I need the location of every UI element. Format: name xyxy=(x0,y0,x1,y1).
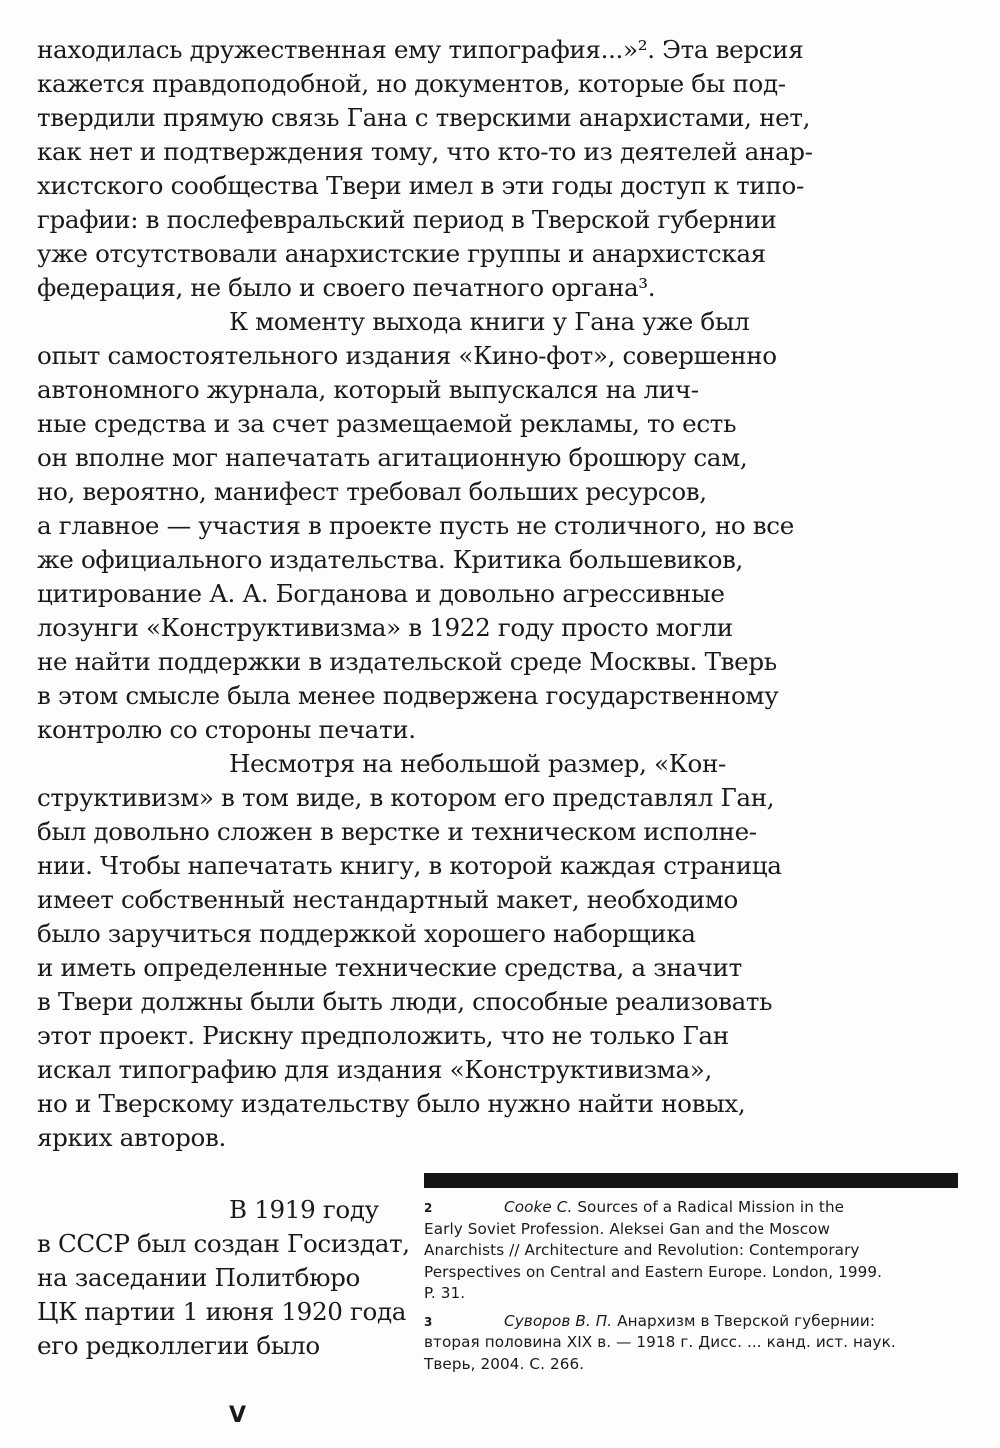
text-line: не найти поддержки в издательской среде Москвы. Тверь xyxy=(37,647,777,676)
text-line: ные средства и за счет размещаемой рекламы, то есть xyxy=(37,409,737,438)
text-line: в Твери должны были быть люди, способные реализовать xyxy=(37,987,773,1016)
text-line: нии. Чтобы напечатать книгу, в которой каждая страница xyxy=(37,851,782,880)
text-line: ЦК партии 1 июня 1920 года xyxy=(37,1297,407,1326)
text-line: но и Тверскому издательству было нужно найти новых, xyxy=(37,1089,746,1118)
footnote-line: вторая половина XIX в. — 1918 г. Дисс. ... канд. ист. наук. xyxy=(424,1333,896,1351)
footnote-author: Cooke C. xyxy=(504,1198,573,1216)
text-line: хистского сообщества Твери имел в эти годы доступ к типо- xyxy=(37,171,804,200)
text-line: его редколлегии было xyxy=(37,1331,320,1360)
text-line: находилась дружественная ему типография...»². Эта версия xyxy=(37,35,804,64)
text-line: имеет собственный нестандартный макет, необходимо xyxy=(37,885,739,914)
footnote-line: Тверь, 2004. С. 266. xyxy=(424,1354,585,1373)
text-line: было заручиться поддержкой хорошего наборщика xyxy=(37,919,696,948)
side-text-column xyxy=(37,1193,417,1363)
text-line: автономного журнала, который выпускался на лич- xyxy=(37,375,699,404)
footnote-title: Анархизм в Тверской губернии: xyxy=(612,1311,876,1330)
footnote-author: Суворов В. П. xyxy=(504,1311,613,1330)
text-line: он вполне мог напечатать агитационную брошюру сам, xyxy=(37,443,748,472)
footnote-number: 2 xyxy=(424,1201,433,1215)
main-text-column xyxy=(37,33,837,1155)
footnote-first-line xyxy=(424,1311,964,1333)
text-line: В 1919 году xyxy=(229,1195,379,1224)
text-line: графии: в послефевральский период в Тверской губернии xyxy=(37,205,777,234)
footnote-line: Early Soviet Profession. Aleksei Gan and the Moscow xyxy=(424,1219,831,1238)
text-line: был довольно сложен в верстке и техническом исполне- xyxy=(37,817,757,846)
footnote-number: 3 xyxy=(424,1314,433,1329)
text-line: в этом смысле была менее подвержена государственному xyxy=(37,681,779,710)
text-line: федерация, не было и своего печатного органа³. xyxy=(37,273,656,302)
footnote xyxy=(424,1311,964,1376)
text-line: твердили прямую связь Гана с тверскими анархистами, нет, xyxy=(37,103,811,132)
text-line: ярких авторов. xyxy=(37,1123,226,1152)
text-line: и иметь определенные технические средства, а значит xyxy=(37,953,742,982)
text-line: структивизм» в том виде, в котором его представлял Ган, xyxy=(37,783,775,812)
footnote-title: Sources of a Radical Mission in the xyxy=(572,1198,845,1216)
text-line: в СССР был создан Госиздат, xyxy=(37,1229,410,1258)
footnote xyxy=(424,1197,964,1305)
page-number: V xyxy=(229,1403,247,1428)
text-line: но, вероятно, манифест требовал больших ресурсов, xyxy=(37,477,707,506)
text-line: искал типографию для издания «Конструктивизма», xyxy=(37,1055,712,1084)
footnote-first-line xyxy=(424,1197,964,1219)
text-line: контролю со стороны печати. xyxy=(37,715,416,744)
text-line: на заседании Политбюро xyxy=(37,1263,361,1292)
footnotes xyxy=(424,1197,964,1381)
footnote-line: Anarchists // Architecture and Revolution: Contemporary xyxy=(424,1241,860,1259)
footnote-rule xyxy=(424,1173,958,1188)
footnote-line: Perspectives on Central and Eastern Europe. London, 1999. xyxy=(424,1262,883,1281)
text-line: этот проект. Рискну предположить, что не только Ган xyxy=(37,1021,729,1050)
text-line: К моменту выхода книги у Гана уже был xyxy=(229,307,750,336)
text-line: уже отсутствовали анархистские группы и анархистская xyxy=(37,239,766,268)
text-line: же официального издательства. Критика большевиков, xyxy=(37,545,743,574)
text-line: лозунги «Конструктивизма» в 1922 году просто могли xyxy=(37,613,733,642)
text-line: а главное — участия в проекте пусть не столичного, но все xyxy=(37,511,794,540)
footnote-line: P. 31. xyxy=(424,1284,466,1302)
text-line: опыт самостоятельного издания «Кино-фот», совершенно xyxy=(37,341,777,370)
text-line: кажется правдоподобной, но документов, которые бы под- xyxy=(37,69,786,98)
text-line: цитирование А. А. Богданова и довольно агрессивные xyxy=(37,579,725,608)
text-line: Несмотря на небольшой размер, «Кон- xyxy=(229,749,726,778)
text-line: как нет и подтверждения тому, что кто-то из деятелей анар- xyxy=(37,137,813,166)
